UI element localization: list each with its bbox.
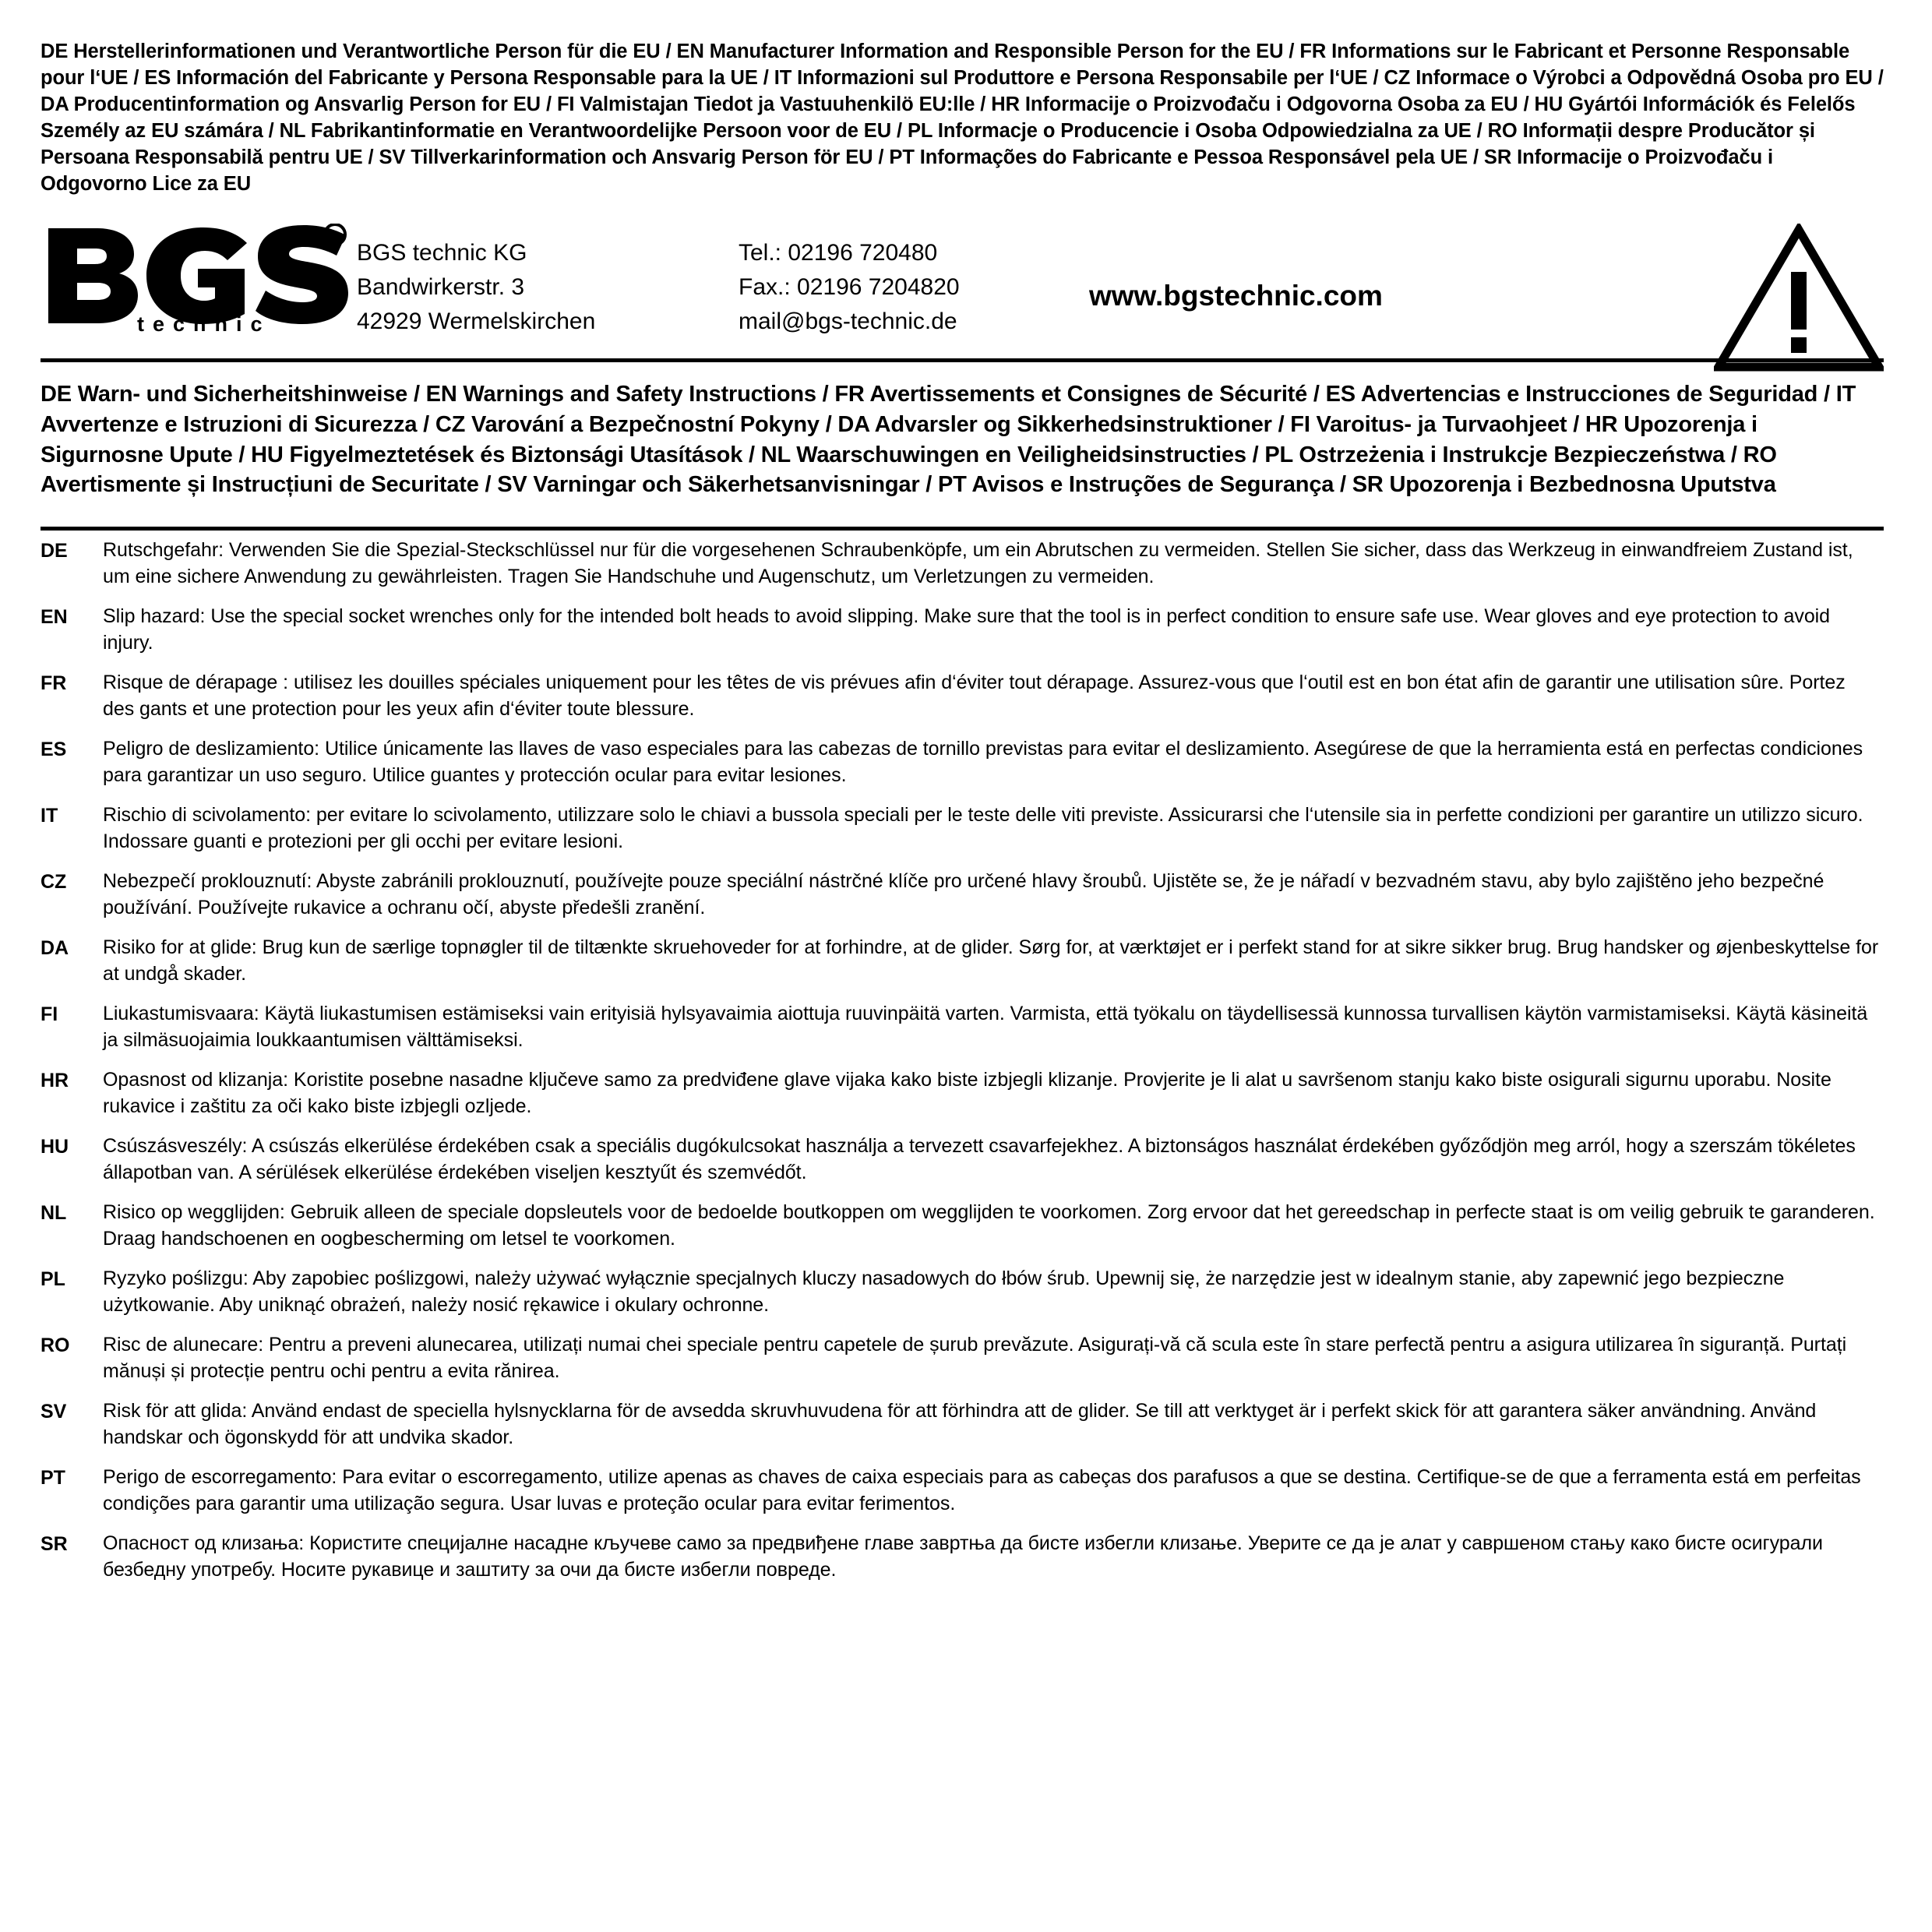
company-website[interactable]: www.bgstechnic.com <box>1089 280 1383 312</box>
company-telephone: Tel.: 02196 720480 <box>739 240 938 266</box>
svg-text:technic: technic <box>137 312 271 333</box>
language-code: PT <box>41 1466 65 1489</box>
section-divider <box>41 527 1884 531</box>
list-item <box>41 1464 1884 1517</box>
language-text: Risque de dérapage : utilisez les douilles spéciales uniquement pour les têtes de vis prévues afin d‘éviter tout dérapage. Assurez-vous que l‘outil est en bon état afin de garantir une utilisation sûre. Portez des gants et une protection pour les yeux afin d‘éviter toute blessure. <box>103 671 1846 720</box>
language-text: Slip hazard: Use the special socket wrenches only for the intended bolt heads to avoid slipping. Make sure that the tool is in perfect condition to ensure safe use. Wear gloves and eye protection to avoid injury. <box>103 605 1831 654</box>
language-code: SR <box>41 1532 68 1555</box>
svg-text:R: R <box>330 228 340 244</box>
list-item <box>41 1000 1884 1053</box>
company-city: 42929 Wermelskirchen <box>357 308 596 335</box>
list-item <box>41 735 1884 788</box>
language-code: EN <box>41 605 68 628</box>
list-item <box>41 1398 1884 1451</box>
bgs-logo <box>41 219 357 333</box>
company-address <box>357 219 739 338</box>
list-item <box>41 1331 1884 1384</box>
language-text: Csúszásveszély: A csúszás elkerülése érdekében csak a speciális dugókulcsokat használja a tervezett csavarfejekhez. A biztonságos használat érdekében győződjön meg arról, hogy a szerszám tökéletes állapotban van. A sérülések elkerülése érdekében viseljen kesztyűt és szemvédőt. <box>103 1134 1856 1183</box>
list-item <box>41 934 1884 987</box>
list-item <box>41 1530 1884 1583</box>
language-instructions-list <box>41 537 1884 1583</box>
list-item <box>41 1133 1884 1186</box>
language-code: DE <box>41 539 68 562</box>
list-item <box>41 1265 1884 1318</box>
list-item <box>41 1199 1884 1252</box>
warnings-heading: DE Warn- und Sicherheitshinweise / EN Warnings and Safety Instructions / FR Avertissements et Consignes de Sécurité / ES Advertencias e Instrucciones de Seguridad / IT Avvertenze e Istruzioni di Sicurezza / CZ Varování a Bezpečnostní Pokyny / DA Advarsler og Sikkerhedsinstruktioner / FI Varoitus- ja Turvaohjeet / HR Upozorenja i Sigurnosne Upute / HU Figyelmeztetések és Biztonsági Utasítások / NL Waarschuwingen en Veiligheidsinstructies / PL Ostrzeżenia i Instrukcje Bezpieczeństwa / RO Avertismente și Instrucțiuni de Securitate / SV Varningar och Säkerhetsanvisningar / PT Avisos e Instruções de Segurança / SR Upozorenja i Bezbednosna Uputstva <box>41 382 1856 498</box>
company-contact <box>739 219 1074 338</box>
language-text: Perigo de escorregamento: Para evitar o escorregamento, utilize apenas as chaves de caixa especiais para as cabeças dos parafusos a que se destina. Certifique-se de que a ferramenta está em perfeitas condições para garantir uma utilização segura. Usar luvas e proteção ocular para evitar ferimentos. <box>103 1465 1861 1514</box>
language-text: Rischio di scivolamento: per evitare lo scivolamento, utilizzare solo le chiavi a bussola speciali per le teste delle viti previste. Assicurarsi che l‘utensile sia in perfette condizioni per garantire un utilizzo sicuro. Indossare guanti e protezioni per gli occhi per evitare lesioni. <box>103 803 1863 852</box>
language-code: CZ <box>41 870 67 893</box>
language-code: HR <box>41 1069 69 1091</box>
company-name: BGS technic KG <box>357 240 527 266</box>
list-item <box>41 868 1884 921</box>
language-code: PL <box>41 1267 65 1290</box>
language-text: Risico op wegglijden: Gebruik alleen de speciale dopsleutels voor de bedoelde boutkoppen om wegglijden te voorkomen. Zorg ervoor dat het gereedschap in perfecte staat is om veilig gebruik te garanderen. Draag handschoenen en oogbescherming om letsel te voorkomen. <box>103 1200 1875 1250</box>
language-text: Opasnost od klizanja: Koristite posebne nasadne ključeve samo za predviđene glave vijaka kako biste izbjegli klizanje. Provjerite je li alat u savršenom stanju kako biste osigurali sigurnu uporabu. Nosite rukavice i zaštitu za oči kako biste izbjegli ozljede. <box>103 1068 1832 1117</box>
company-fax: Fax.: 02196 7204820 <box>739 274 960 301</box>
language-text: Опасност од клизања: Користите специјалне насадне кључеве само за предвиђене главе завртња да бисте избегли клизање. Уверите се да је алат у савршеном стању како бисте осигурали безбедну употребу. Носите рукавице и заштиту за очи да бисте избегли повреде. <box>103 1532 1823 1581</box>
language-code: FI <box>41 1003 58 1025</box>
list-item <box>41 669 1884 722</box>
language-text: Rutschgefahr: Verwenden Sie die Spezial-Steckschlüssel nur für die vorgesehenen Schraubenköpfe, um ein Abrutschen zu vermeiden. Stellen Sie sicher, dass das Werkzeug in einwandfreiem Zustand ist, um eine sichere Anwendung zu gewährleisten. Tragen Sie Handschuhe und Augenschutz, um Verletzungen zu vermeiden. <box>103 538 1853 587</box>
language-code: NL <box>41 1201 67 1224</box>
company-email[interactable]: mail@bgs-technic.de <box>739 308 957 335</box>
language-text: Risiko for at glide: Brug kun de særlige topnøgler til de tiltænkte skruehoveder for at forhindre, at de glider. Sørg for, at værktøjet er i perfekt stand for at sikre sikker brug. Brug handsker og øjenbeskyttelse for at undgå skader. <box>103 936 1879 985</box>
language-text: Nebezpečí proklouznutí: Abyste zabránili proklouznutí, používejte pouze speciální nástrčné klíče pro určené hlavy šroubů. Ujistěte se, že je nářadí v bezvadném stavu, aby bylo zajištěno jeho bezpečné používání. Používejte rukavice a ochranu očí, abyste předešli zranění. <box>103 869 1824 918</box>
language-code: ES <box>41 738 67 760</box>
list-item <box>41 537 1884 590</box>
warning-triangle-icon <box>1705 219 1884 372</box>
language-text: Ryzyko poślizgu: Aby zapobiec poślizgowi, należy używać wyłącznie specjalnych kluczy nasadowych do łbów śrub. Upewnij się, że narzędzie jest w idealnym stanie, aby zapewnić jego bezpieczne użytkowanie. Aby uniknąć obrażeń, należy nosić rękawice i okulary ochronne. <box>103 1267 1785 1316</box>
language-text: Risk för att glida: Använd endast de speciella hylsnycklarna för de avsedda skruvhuvudena för att förhindra att de glider. Se till att verktyget är i perfekt skick för att garantera säker användning. Använd handskar och ögonskydd för att undvika skador. <box>103 1399 1817 1448</box>
list-item <box>41 603 1884 656</box>
company-street: Bandwirkerstr. 3 <box>357 274 525 301</box>
language-code: FR <box>41 672 67 694</box>
language-code: RO <box>41 1334 70 1356</box>
language-text: Peligro de deslizamiento: Utilice únicamente las llaves de vaso especiales para las cabezas de tornillo previstas para evitar el deslizamiento. Asegúrese de que la herramienta está en perfectas condiciones para garantizar un uso seguro. Utilice guantes y protección ocular para evitar lesiones. <box>103 737 1863 786</box>
list-item <box>41 1066 1884 1119</box>
language-code: SV <box>41 1400 67 1423</box>
list-item <box>41 802 1884 855</box>
language-code: DA <box>41 936 69 959</box>
language-text: Risc de alunecare: Pentru a preveni alunecarea, utilizați numai chei speciale pentru capetele de șurub prevăzute. Asigurați-vă că scula este în stare perfectă pentru a asigura utilizarea în siguranță. Purtați mănuși și protecție pentru ochi pentru a evita rănirea. <box>103 1333 1847 1382</box>
company-information-block <box>41 214 1884 362</box>
language-text: Liukastumisvaara: Käytä liukastumisen estämiseksi vain erityisiä hylsyavaimia aiottuja ruuvinpäitä varten. Varmista, että työkalu on täydellisessä kunnossa turvallisen käytön varmistamiseksi. Käytä käsineitä ja silmäsuojaimia loukkaantumisen välttämiseksi. <box>103 1002 1868 1051</box>
manufacturer-info-heading: DE Herstellerinformationen und Verantwortliche Person für die EU / EN Manufacturer Information and Responsible Person for the EU / FR Informations sur le Fabricant et Personne Responsable pour l‘UE / ES Información del Fabricante y Persona Responsable para la UE / IT Informazioni sul Produttore e Persona Responsabile per l‘UE / CZ Informace o Výrobci a Odpovědná Osoba pro EU / DA Producentinformation og Ansvarlig Person for EU / FI Valmistajan Tiedot ja Vastuuhenkilö EU:lle / HR Informacije o Proizvođaču i Odgovorna Osoba za EU / HU Gyártói Információk és Felelős Személy az EU számára / NL Fabrikantinformatie en Verantwoordelijke Persoon voor de EU / PL Informacje o Producencie i Osoba Odpowiedzialna za UE / RO Informații despre Producător și Persoana Responsabilă pentru UE / SV Tillverkarinformation och Ansvarig Person för EU / PT Informações do Fabricante e Pessoa Responsável pela UE / SR Informacije o Proizvođaču i Odgovorno Lice za EU <box>41 41 1884 195</box>
language-code: HU <box>41 1135 69 1158</box>
language-code: IT <box>41 804 58 827</box>
